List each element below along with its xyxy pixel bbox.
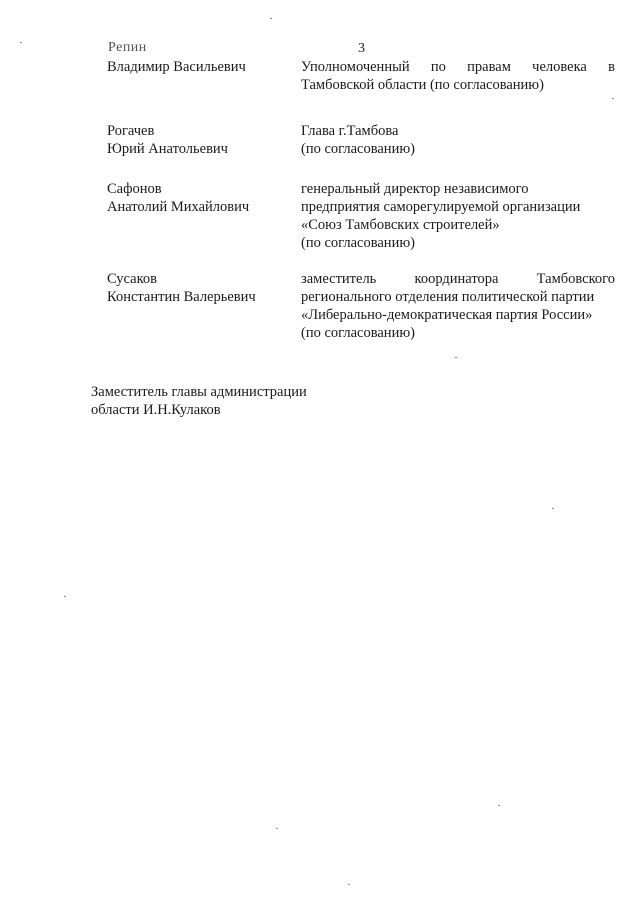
member-role <box>301 122 615 158</box>
member-role-line: предприятия саморегулируемой организации <box>301 199 581 215</box>
page-number: 3 <box>358 41 365 56</box>
member-role <box>301 270 615 342</box>
scan-speck <box>270 18 272 19</box>
signatory-position: Заместитель главы администрации <box>91 384 307 400</box>
signature-block <box>91 383 391 419</box>
member-role-line: заместитель координатора Тамбовского <box>301 271 615 287</box>
member-role-line: «Союз Тамбовских строителей» <box>301 217 500 233</box>
member-surname: Рогачев <box>107 123 155 139</box>
member-given-names: Константин Валерьевич <box>107 289 256 305</box>
member-role-line: (по согласованию) <box>301 235 415 251</box>
member-role-line: (по согласованию) <box>301 325 415 341</box>
member-role-line: Глава г.Тамбова <box>301 123 399 139</box>
member-role <box>301 180 615 252</box>
member-role-line: Тамбовской области (по согласованию) <box>301 77 544 93</box>
scan-speck <box>552 508 554 509</box>
member-role-line: (по согласованию) <box>301 141 415 157</box>
member-given-names: Анатолий Михайлович <box>107 199 250 215</box>
member-name <box>107 122 287 158</box>
member-given-names: Юрий Анатольевич <box>107 141 228 157</box>
scan-speck <box>64 596 66 597</box>
member-surname: Сусаков <box>107 271 158 287</box>
signatory-name: области И.Н.Кулаков <box>91 402 221 418</box>
member-role-line: «Либерально-демократическая партия России» <box>301 307 593 323</box>
member-name <box>107 270 287 306</box>
scan-speck <box>20 42 22 43</box>
cut-off-header-name: Репин <box>108 41 147 51</box>
member-name <box>107 180 287 216</box>
member-name-line: Владимир Васильевич <box>107 59 246 75</box>
scan-speck <box>455 357 457 358</box>
member-role-line: генеральный директор независимого <box>301 181 529 197</box>
scan-speck <box>276 828 278 829</box>
member-role-line: Уполномоченный по правам человека в <box>301 59 615 75</box>
member-name <box>107 58 287 76</box>
scan-speck <box>348 884 350 885</box>
member-role-line: регионального отделения политической партии <box>301 289 595 305</box>
member-surname: Сафонов <box>107 181 162 197</box>
scan-speck <box>612 98 614 99</box>
member-role <box>301 58 615 94</box>
scan-speck <box>498 805 500 806</box>
